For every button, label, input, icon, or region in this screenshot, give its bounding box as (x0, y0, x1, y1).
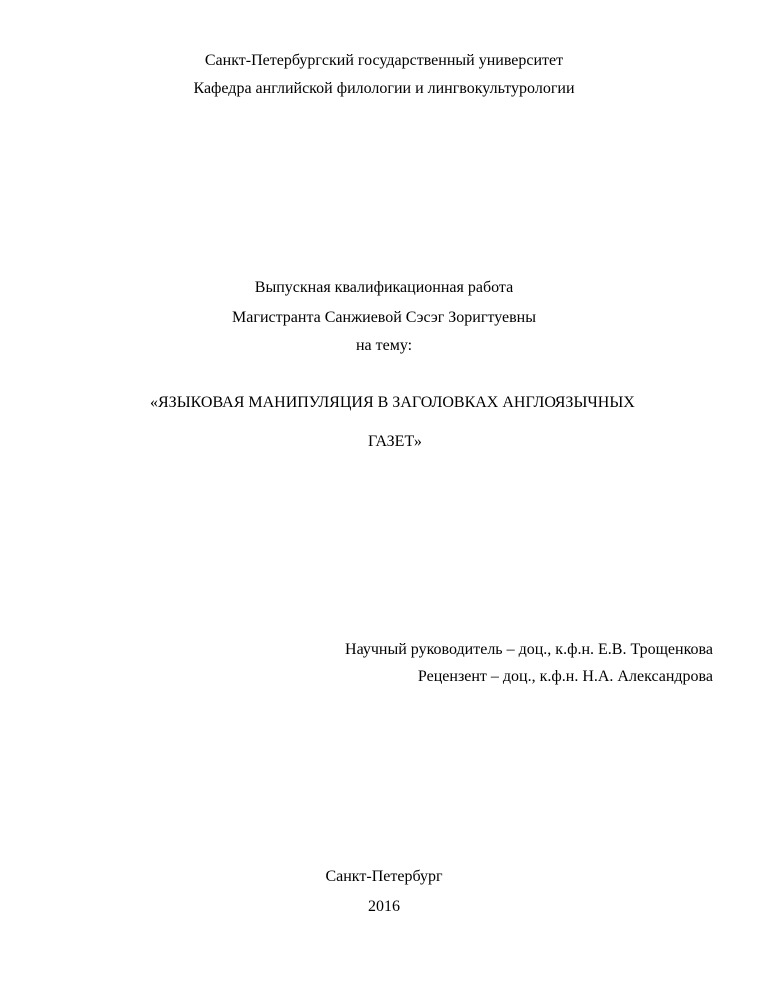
city: Санкт-Петербург (325, 868, 443, 885)
topic-label: на тему: (355, 337, 413, 354)
work-type: Выпускная квалификационная работа (254, 279, 514, 296)
author-line: Магистранта Санжиевой Сэсэг Зоригтуевны (232, 309, 536, 326)
year: 2016 (368, 898, 400, 915)
university-name: Санкт-Петербургский государственный университет (204, 52, 564, 69)
reviewer-line: Рецензент – доц., к.ф.н. Н.А. Александрова (417, 668, 713, 685)
supervisor-line: Научный руководитель – доц., к.ф.н. Е.В. Трощенкова (345, 641, 713, 658)
department-name: Кафедра английской филологии и лингвокультурологии (193, 80, 575, 97)
thesis-title-line2: ГАЗЕТ» (368, 433, 422, 450)
thesis-title-line1: «ЯЗЫКОВАЯ МАНИПУЛЯЦИЯ В ЗАГОЛОВКАХ АНГЛОЯЗЫЧНЫХ (150, 394, 635, 411)
